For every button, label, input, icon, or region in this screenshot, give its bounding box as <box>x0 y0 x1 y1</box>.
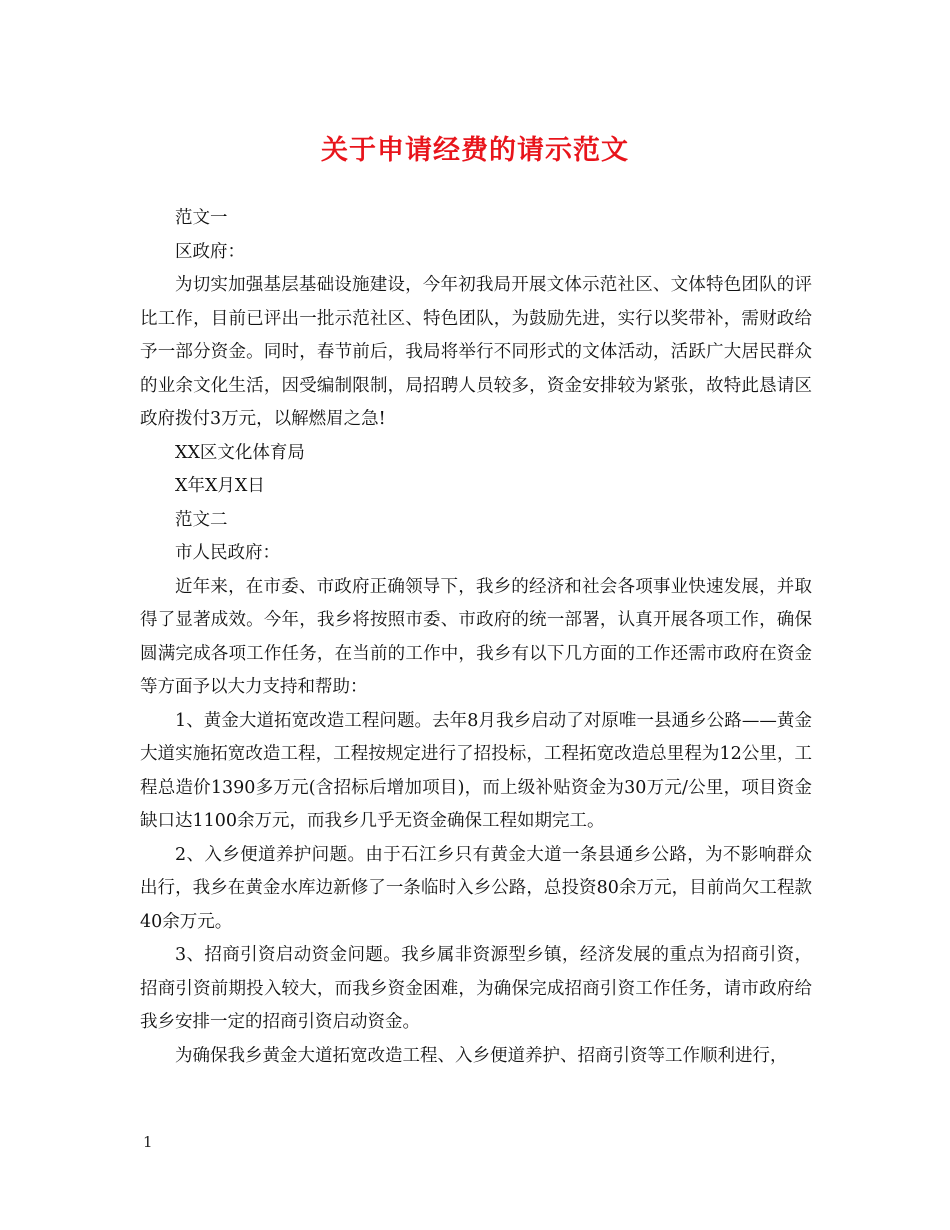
paragraph-date-1: X年X月X日 <box>175 476 265 496</box>
paragraph-addressee-1: 区政府： <box>175 241 245 262</box>
paragraph-intro-2: 近年来，在市委、市政府正确领导下，我乡的经济和社会各项事业快速发展，并取得了显著成效。今年，我乡将按照市委、市政府的统一部署，认真开展各项工作，确保圆满完成各项工作任务，在当前的工作中，我乡有以下几方面的工作还需市政府在资金等方面予以大力支持和帮助： <box>140 576 812 697</box>
paragraph-item-1: 1、黄金大道拓宽改造工程问题。去年8月我乡启动了对原唯一县通乡公路——黄金大道实施拓宽改造工程，工程按规定进行了招投标，工程拓宽改造总里程为12公里，工程总造价1390多万元(含招标后增加项目)，而上级补贴资金为30万元/公里，项目资金缺口达1100余万元，而我乡几乎无资金确保工程如期完工。 <box>140 710 812 831</box>
paragraph-signature-1: XX区文化体育局 <box>175 442 305 463</box>
paragraph-item-2: 2、入乡便道养护问题。由于石江乡只有黄金大道一条县通乡公路，为不影响群众出行，我乡在黄金水库边新修了一条临时入乡公路，总投资80余万元，目前尚欠工程款40余万元。 <box>140 844 812 932</box>
paragraph-heading-sample-1: 范文一 <box>175 208 228 228</box>
paragraph-item-3: 3、招商引资启动资金问题。我乡属非资源型乡镇，经济发展的重点为招商引资，招商引资前期投入较大，而我乡资金困难，为确保完成招商引资工作任务，请市政府给我乡安排一定的招商引资启动资金。 <box>140 945 812 1032</box>
page-number: 1 <box>143 1133 153 1151</box>
paragraph-closing: 为确保我乡黄金大道拓宽改造工程、入乡便道养护、招商引资等工作顺利进行， <box>175 1045 788 1066</box>
document-body <box>140 202 812 1073</box>
paragraph-request-1: 为切实加强基层基础设施建设，今年初我局开展文体示范社区、文体特色团队的评比工作，目前已评出一批示范社区、特色团队，为鼓励先进，实行以奖带补，需财政给予一部分资金。同时，春节前后，我局将举行不同形式的文体活动，活跃广大居民群众的业余文化生活，因受编制限制，局招聘人员较多，资金安排较为紧张，故特此恳请区政府拨付3万元，以解燃眉之急! <box>140 275 812 429</box>
paragraph-addressee-2: 市人民政府： <box>175 543 280 563</box>
paragraph-heading-sample-2: 范文二 <box>175 509 228 530</box>
document-title: 关于申请经费的请示范文 <box>321 135 629 166</box>
